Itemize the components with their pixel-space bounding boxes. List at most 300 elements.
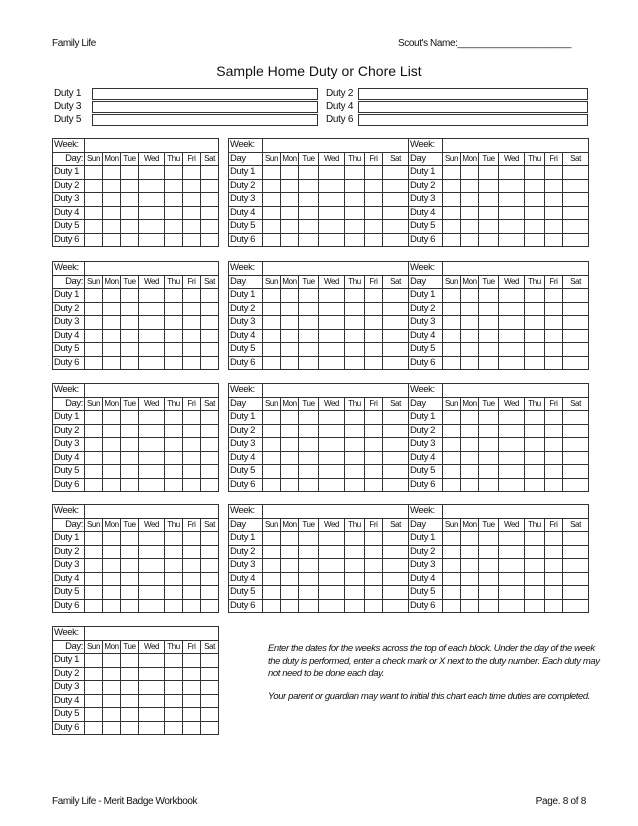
check-cell[interactable]: [479, 206, 499, 220]
check-cell[interactable]: [139, 233, 165, 247]
check-cell[interactable]: [183, 356, 201, 370]
check-cell[interactable]: [443, 411, 461, 425]
check-cell[interactable]: [183, 166, 201, 180]
check-cell[interactable]: [281, 179, 299, 193]
check-cell[interactable]: [499, 478, 525, 492]
check-cell[interactable]: [345, 532, 365, 546]
check-cell[interactable]: [139, 438, 165, 452]
check-cell[interactable]: [525, 572, 545, 586]
check-cell[interactable]: [103, 233, 121, 247]
check-cell[interactable]: [139, 721, 165, 735]
check-cell[interactable]: [165, 654, 183, 668]
check-cell[interactable]: [563, 451, 589, 465]
check-cell[interactable]: [461, 179, 479, 193]
check-cell[interactable]: [139, 329, 165, 343]
check-cell[interactable]: [499, 451, 525, 465]
check-cell[interactable]: [461, 559, 479, 573]
check-cell[interactable]: [183, 667, 201, 681]
check-cell[interactable]: [165, 559, 183, 573]
check-cell[interactable]: [85, 411, 103, 425]
check-cell[interactable]: [479, 411, 499, 425]
check-cell[interactable]: [365, 545, 383, 559]
check-cell[interactable]: [183, 220, 201, 234]
check-cell[interactable]: [281, 532, 299, 546]
check-cell[interactable]: [121, 316, 139, 330]
check-cell[interactable]: [165, 193, 183, 207]
check-cell[interactable]: [201, 465, 219, 479]
check-cell[interactable]: [121, 343, 139, 357]
check-cell[interactable]: [545, 193, 563, 207]
check-cell[interactable]: [263, 343, 281, 357]
check-cell[interactable]: [319, 193, 345, 207]
check-cell[interactable]: [85, 465, 103, 479]
check-cell[interactable]: [499, 559, 525, 573]
check-cell[interactable]: [201, 179, 219, 193]
check-cell[interactable]: [499, 316, 525, 330]
check-cell[interactable]: [165, 316, 183, 330]
check-cell[interactable]: [443, 343, 461, 357]
check-cell[interactable]: [299, 465, 319, 479]
check-cell[interactable]: [545, 586, 563, 600]
check-cell[interactable]: [281, 545, 299, 559]
check-cell[interactable]: [183, 586, 201, 600]
check-cell[interactable]: [139, 206, 165, 220]
check-cell[interactable]: [85, 302, 103, 316]
check-cell[interactable]: [183, 193, 201, 207]
check-cell[interactable]: [299, 220, 319, 234]
check-cell[interactable]: [201, 206, 219, 220]
check-cell[interactable]: [139, 411, 165, 425]
check-cell[interactable]: [103, 545, 121, 559]
check-cell[interactable]: [299, 206, 319, 220]
check-cell[interactable]: [263, 438, 281, 452]
week-date-field[interactable]: [85, 139, 219, 153]
check-cell[interactable]: [345, 599, 365, 613]
check-cell[interactable]: [479, 166, 499, 180]
check-cell[interactable]: [461, 572, 479, 586]
check-cell[interactable]: [461, 220, 479, 234]
check-cell[interactable]: [461, 465, 479, 479]
check-cell[interactable]: [121, 206, 139, 220]
check-cell[interactable]: [139, 599, 165, 613]
check-cell[interactable]: [183, 343, 201, 357]
check-cell[interactable]: [281, 451, 299, 465]
check-cell[interactable]: [443, 193, 461, 207]
check-cell[interactable]: [121, 289, 139, 303]
check-cell[interactable]: [183, 302, 201, 316]
check-cell[interactable]: [201, 166, 219, 180]
check-cell[interactable]: [545, 343, 563, 357]
check-cell[interactable]: [85, 356, 103, 370]
check-cell[interactable]: [201, 411, 219, 425]
check-cell[interactable]: [545, 532, 563, 546]
check-cell[interactable]: [103, 424, 121, 438]
check-cell[interactable]: [139, 343, 165, 357]
check-cell[interactable]: [139, 532, 165, 546]
check-cell[interactable]: [383, 206, 409, 220]
check-cell[interactable]: [563, 424, 589, 438]
check-cell[interactable]: [201, 233, 219, 247]
check-cell[interactable]: [85, 667, 103, 681]
check-cell[interactable]: [383, 193, 409, 207]
check-cell[interactable]: [479, 545, 499, 559]
check-cell[interactable]: [365, 478, 383, 492]
check-cell[interactable]: [461, 424, 479, 438]
check-cell[interactable]: [281, 572, 299, 586]
check-cell[interactable]: [183, 532, 201, 546]
check-cell[interactable]: [563, 302, 589, 316]
check-cell[interactable]: [319, 329, 345, 343]
check-cell[interactable]: [479, 329, 499, 343]
check-cell[interactable]: [383, 572, 409, 586]
check-cell[interactable]: [139, 708, 165, 722]
check-cell[interactable]: [85, 572, 103, 586]
check-cell[interactable]: [525, 316, 545, 330]
check-cell[interactable]: [165, 438, 183, 452]
check-cell[interactable]: [443, 329, 461, 343]
check-cell[interactable]: [499, 424, 525, 438]
check-cell[interactable]: [201, 721, 219, 735]
check-cell[interactable]: [479, 233, 499, 247]
check-cell[interactable]: [383, 451, 409, 465]
check-cell[interactable]: [201, 343, 219, 357]
check-cell[interactable]: [299, 289, 319, 303]
check-cell[interactable]: [299, 478, 319, 492]
check-cell[interactable]: [545, 599, 563, 613]
check-cell[interactable]: [461, 545, 479, 559]
check-cell[interactable]: [365, 599, 383, 613]
check-cell[interactable]: [443, 599, 461, 613]
check-cell[interactable]: [525, 599, 545, 613]
check-cell[interactable]: [121, 233, 139, 247]
check-cell[interactable]: [345, 478, 365, 492]
check-cell[interactable]: [139, 586, 165, 600]
check-cell[interactable]: [139, 694, 165, 708]
check-cell[interactable]: [85, 708, 103, 722]
check-cell[interactable]: [525, 465, 545, 479]
check-cell[interactable]: [545, 478, 563, 492]
check-cell[interactable]: [461, 586, 479, 600]
check-cell[interactable]: [525, 343, 545, 357]
check-cell[interactable]: [139, 179, 165, 193]
check-cell[interactable]: [183, 599, 201, 613]
check-cell[interactable]: [365, 586, 383, 600]
check-cell[interactable]: [319, 411, 345, 425]
check-cell[interactable]: [201, 329, 219, 343]
check-cell[interactable]: [319, 179, 345, 193]
check-cell[interactable]: [563, 465, 589, 479]
check-cell[interactable]: [165, 586, 183, 600]
check-cell[interactable]: [299, 424, 319, 438]
check-cell[interactable]: [85, 599, 103, 613]
check-cell[interactable]: [103, 438, 121, 452]
check-cell[interactable]: [479, 179, 499, 193]
check-cell[interactable]: [499, 233, 525, 247]
check-cell[interactable]: [525, 438, 545, 452]
check-cell[interactable]: [563, 289, 589, 303]
check-cell[interactable]: [121, 708, 139, 722]
check-cell[interactable]: [499, 572, 525, 586]
check-cell[interactable]: [103, 599, 121, 613]
check-cell[interactable]: [201, 572, 219, 586]
check-cell[interactable]: [319, 289, 345, 303]
check-cell[interactable]: [165, 478, 183, 492]
check-cell[interactable]: [443, 233, 461, 247]
check-cell[interactable]: [139, 572, 165, 586]
check-cell[interactable]: [299, 599, 319, 613]
check-cell[interactable]: [383, 302, 409, 316]
check-cell[interactable]: [165, 179, 183, 193]
check-cell[interactable]: [499, 411, 525, 425]
check-cell[interactable]: [383, 586, 409, 600]
check-cell[interactable]: [85, 451, 103, 465]
check-cell[interactable]: [319, 478, 345, 492]
check-cell[interactable]: [345, 356, 365, 370]
check-cell[interactable]: [165, 411, 183, 425]
check-cell[interactable]: [545, 329, 563, 343]
check-cell[interactable]: [103, 206, 121, 220]
week-date-field[interactable]: [263, 139, 409, 153]
check-cell[interactable]: [85, 438, 103, 452]
check-cell[interactable]: [103, 478, 121, 492]
check-cell[interactable]: [545, 559, 563, 573]
check-cell[interactable]: [183, 438, 201, 452]
check-cell[interactable]: [201, 681, 219, 695]
week-date-field[interactable]: [263, 262, 409, 276]
check-cell[interactable]: [479, 572, 499, 586]
check-cell[interactable]: [443, 438, 461, 452]
check-cell[interactable]: [443, 356, 461, 370]
check-cell[interactable]: [443, 302, 461, 316]
check-cell[interactable]: [263, 193, 281, 207]
check-cell[interactable]: [319, 438, 345, 452]
check-cell[interactable]: [525, 289, 545, 303]
check-cell[interactable]: [281, 465, 299, 479]
check-cell[interactable]: [263, 424, 281, 438]
check-cell[interactable]: [443, 206, 461, 220]
check-cell[interactable]: [183, 545, 201, 559]
check-cell[interactable]: [365, 329, 383, 343]
check-cell[interactable]: [165, 465, 183, 479]
check-cell[interactable]: [383, 532, 409, 546]
check-cell[interactable]: [461, 411, 479, 425]
check-cell[interactable]: [345, 424, 365, 438]
check-cell[interactable]: [281, 233, 299, 247]
check-cell[interactable]: [121, 424, 139, 438]
check-cell[interactable]: [345, 220, 365, 234]
check-cell[interactable]: [319, 559, 345, 573]
check-cell[interactable]: [525, 545, 545, 559]
check-cell[interactable]: [299, 586, 319, 600]
check-cell[interactable]: [85, 586, 103, 600]
check-cell[interactable]: [525, 166, 545, 180]
check-cell[interactable]: [461, 478, 479, 492]
check-cell[interactable]: [461, 166, 479, 180]
check-cell[interactable]: [319, 465, 345, 479]
check-cell[interactable]: [345, 586, 365, 600]
check-cell[interactable]: [461, 329, 479, 343]
check-cell[interactable]: [165, 532, 183, 546]
check-cell[interactable]: [299, 532, 319, 546]
check-cell[interactable]: [461, 438, 479, 452]
check-cell[interactable]: [165, 220, 183, 234]
check-cell[interactable]: [345, 572, 365, 586]
check-cell[interactable]: [139, 302, 165, 316]
check-cell[interactable]: [299, 559, 319, 573]
check-cell[interactable]: [165, 694, 183, 708]
check-cell[interactable]: [201, 356, 219, 370]
check-cell[interactable]: [183, 206, 201, 220]
check-cell[interactable]: [139, 559, 165, 573]
check-cell[interactable]: [299, 316, 319, 330]
check-cell[interactable]: [299, 343, 319, 357]
check-cell[interactable]: [299, 451, 319, 465]
check-cell[interactable]: [499, 586, 525, 600]
check-cell[interactable]: [103, 586, 121, 600]
check-cell[interactable]: [281, 438, 299, 452]
week-date-field[interactable]: [443, 384, 589, 398]
check-cell[interactable]: [545, 572, 563, 586]
check-cell[interactable]: [563, 329, 589, 343]
check-cell[interactable]: [443, 572, 461, 586]
check-cell[interactable]: [319, 166, 345, 180]
check-cell[interactable]: [139, 166, 165, 180]
check-cell[interactable]: [183, 572, 201, 586]
check-cell[interactable]: [479, 532, 499, 546]
check-cell[interactable]: [165, 667, 183, 681]
check-cell[interactable]: [345, 411, 365, 425]
check-cell[interactable]: [281, 478, 299, 492]
check-cell[interactable]: [85, 193, 103, 207]
check-cell[interactable]: [201, 586, 219, 600]
check-cell[interactable]: [103, 411, 121, 425]
check-cell[interactable]: [103, 343, 121, 357]
check-cell[interactable]: [365, 233, 383, 247]
check-cell[interactable]: [365, 465, 383, 479]
check-cell[interactable]: [461, 233, 479, 247]
week-date-field[interactable]: [85, 505, 219, 519]
check-cell[interactable]: [319, 233, 345, 247]
check-cell[interactable]: [85, 694, 103, 708]
check-cell[interactable]: [85, 166, 103, 180]
check-cell[interactable]: [365, 532, 383, 546]
check-cell[interactable]: [499, 329, 525, 343]
check-cell[interactable]: [443, 220, 461, 234]
check-cell[interactable]: [345, 451, 365, 465]
check-cell[interactable]: [345, 545, 365, 559]
check-cell[interactable]: [201, 532, 219, 546]
check-cell[interactable]: [121, 465, 139, 479]
check-cell[interactable]: [103, 356, 121, 370]
check-cell[interactable]: [281, 343, 299, 357]
check-cell[interactable]: [479, 599, 499, 613]
check-cell[interactable]: [365, 289, 383, 303]
check-cell[interactable]: [383, 356, 409, 370]
check-cell[interactable]: [201, 316, 219, 330]
check-cell[interactable]: [183, 316, 201, 330]
check-cell[interactable]: [345, 233, 365, 247]
check-cell[interactable]: [299, 545, 319, 559]
check-cell[interactable]: [461, 356, 479, 370]
check-cell[interactable]: [103, 166, 121, 180]
check-cell[interactable]: [479, 356, 499, 370]
duty-3-field[interactable]: [92, 101, 318, 113]
week-date-field[interactable]: [443, 262, 589, 276]
check-cell[interactable]: [525, 532, 545, 546]
check-cell[interactable]: [85, 316, 103, 330]
check-cell[interactable]: [563, 220, 589, 234]
check-cell[interactable]: [545, 411, 563, 425]
check-cell[interactable]: [103, 572, 121, 586]
check-cell[interactable]: [461, 451, 479, 465]
check-cell[interactable]: [121, 559, 139, 573]
check-cell[interactable]: [201, 424, 219, 438]
check-cell[interactable]: [525, 206, 545, 220]
check-cell[interactable]: [499, 599, 525, 613]
check-cell[interactable]: [103, 179, 121, 193]
check-cell[interactable]: [103, 721, 121, 735]
check-cell[interactable]: [365, 343, 383, 357]
check-cell[interactable]: [461, 302, 479, 316]
check-cell[interactable]: [545, 424, 563, 438]
check-cell[interactable]: [85, 681, 103, 695]
check-cell[interactable]: [263, 572, 281, 586]
check-cell[interactable]: [85, 289, 103, 303]
check-cell[interactable]: [85, 654, 103, 668]
check-cell[interactable]: [263, 545, 281, 559]
check-cell[interactable]: [383, 599, 409, 613]
check-cell[interactable]: [525, 559, 545, 573]
check-cell[interactable]: [165, 424, 183, 438]
check-cell[interactable]: [103, 654, 121, 668]
check-cell[interactable]: [525, 356, 545, 370]
check-cell[interactable]: [103, 694, 121, 708]
check-cell[interactable]: [499, 206, 525, 220]
check-cell[interactable]: [299, 166, 319, 180]
check-cell[interactable]: [383, 220, 409, 234]
week-date-field[interactable]: [85, 627, 219, 641]
check-cell[interactable]: [499, 545, 525, 559]
check-cell[interactable]: [281, 220, 299, 234]
check-cell[interactable]: [85, 233, 103, 247]
check-cell[interactable]: [319, 532, 345, 546]
check-cell[interactable]: [443, 545, 461, 559]
check-cell[interactable]: [545, 206, 563, 220]
check-cell[interactable]: [545, 356, 563, 370]
check-cell[interactable]: [201, 438, 219, 452]
check-cell[interactable]: [365, 316, 383, 330]
check-cell[interactable]: [281, 599, 299, 613]
check-cell[interactable]: [365, 220, 383, 234]
check-cell[interactable]: [121, 667, 139, 681]
check-cell[interactable]: [165, 302, 183, 316]
check-cell[interactable]: [461, 343, 479, 357]
check-cell[interactable]: [461, 206, 479, 220]
check-cell[interactable]: [139, 681, 165, 695]
check-cell[interactable]: [479, 343, 499, 357]
check-cell[interactable]: [563, 586, 589, 600]
check-cell[interactable]: [139, 478, 165, 492]
check-cell[interactable]: [85, 559, 103, 573]
check-cell[interactable]: [263, 465, 281, 479]
check-cell[interactable]: [201, 694, 219, 708]
check-cell[interactable]: [461, 289, 479, 303]
check-cell[interactable]: [499, 302, 525, 316]
check-cell[interactable]: [525, 233, 545, 247]
duty-5-field[interactable]: [92, 114, 318, 126]
check-cell[interactable]: [281, 559, 299, 573]
check-cell[interactable]: [103, 681, 121, 695]
